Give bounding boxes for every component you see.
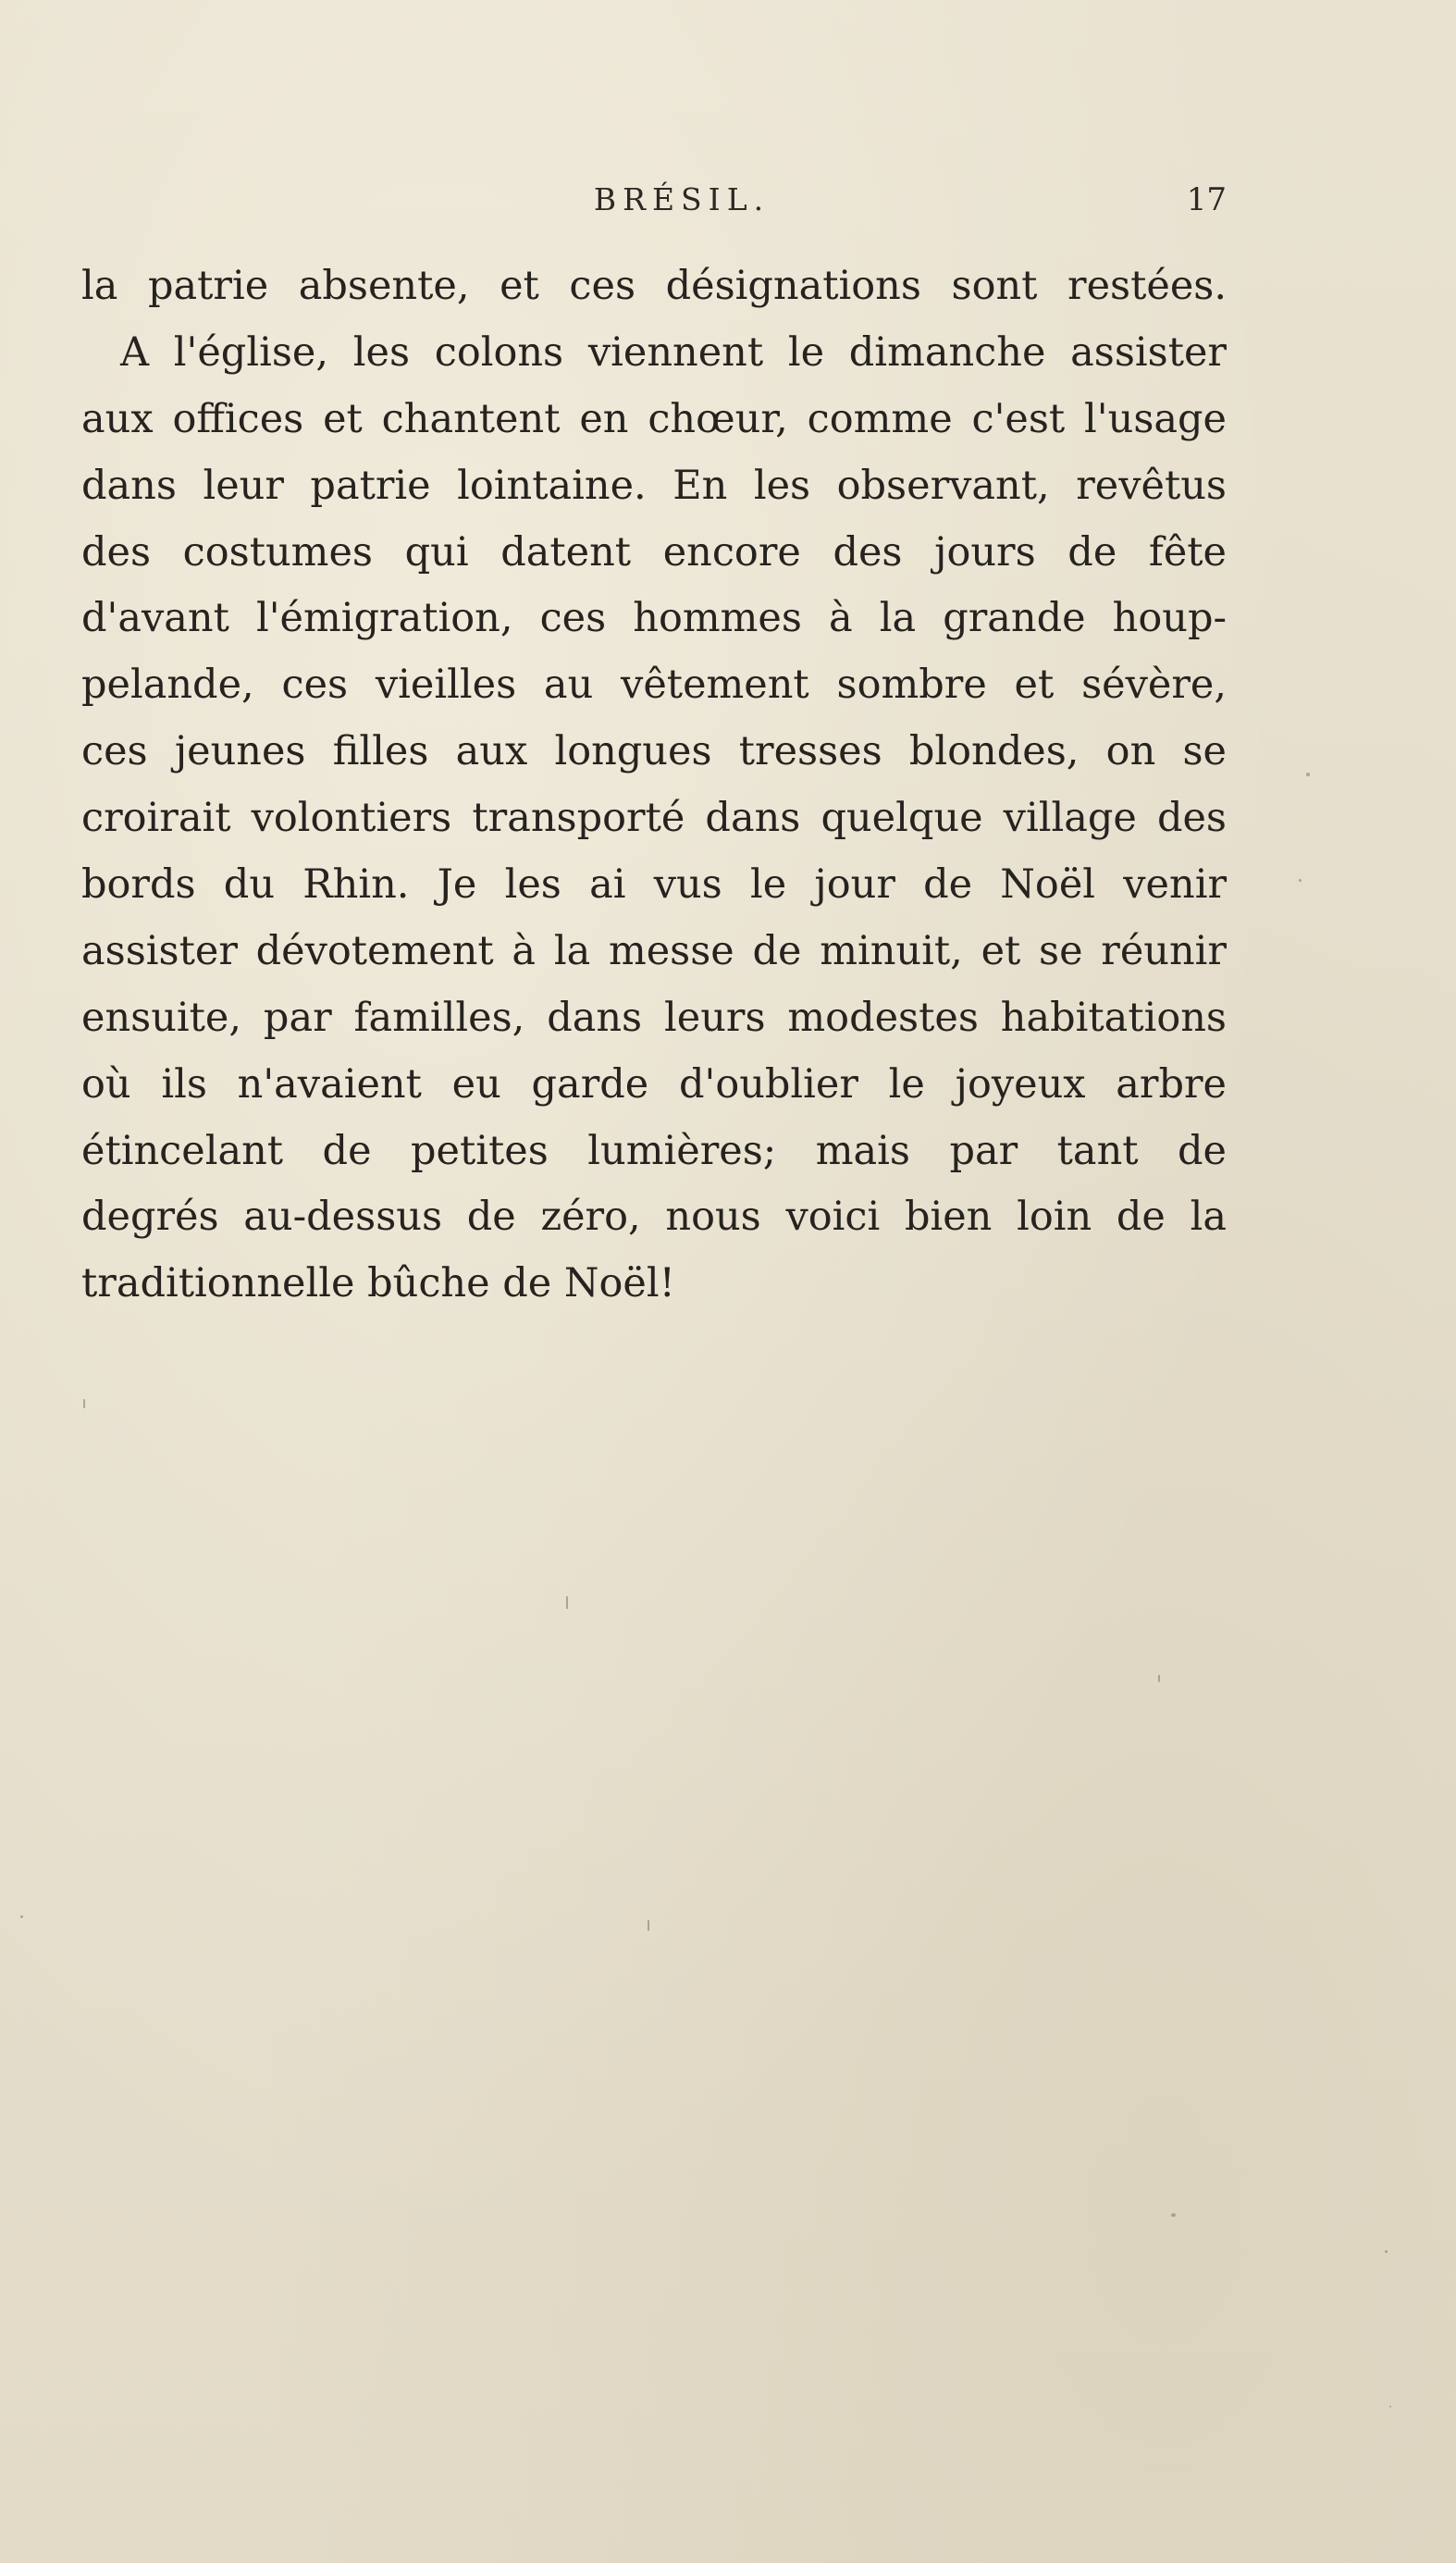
running-title: BRÉSIL. [593,181,771,217]
text-line: d'avant l'émigration, ces hommes à la grande houp- [81,595,1227,642]
paper-speck [1158,1675,1160,1682]
paper-speck [1385,2250,1388,2253]
text-line: assister dévotement à la messe de minuit, et se réunir [81,927,1227,974]
text-line: A l'église, les colons viennent le dimanche assister [120,328,1227,376]
text-line: des costumes qui datent encore des jours de fête [81,528,1227,576]
paper-speck [20,1915,23,1918]
paper-speck [83,1399,85,1408]
paper-speck [1299,879,1302,882]
text-line: traditionnelle bûche de Noël! [81,1260,675,1307]
text-line: ensuite, par familles, dans leurs modestes habitations [81,994,1227,1041]
paper-speck [648,1920,649,1931]
text-line: pelande, ces vieilles au vêtement sombre et sévère, [81,662,1227,709]
text-line: dans leur patrie lointaine. En les observant, revêtus [81,462,1227,509]
running-head [81,181,1227,228]
text-line: aux offices et chantent en chœur, comme c'est l'usage [81,395,1227,442]
text-line: bords du Rhin. Je les ai vus le jour de Noël venir [81,861,1227,909]
paper-speck [1306,773,1310,776]
text-line: étincelant de petites lumières; mais par tant de [81,1127,1227,1174]
paper-speck [1389,2406,1391,2408]
body-text [81,254,1227,1318]
text-line: où ils n'avaient eu garde d'oublier le joyeux arbre [81,1060,1227,1108]
paper-speck [566,1596,568,1609]
text-line: la patrie absente, et ces désignations sont restées. [81,263,1227,309]
text-line: croirait volontiers transporté dans quelque village des [81,795,1227,842]
text-line: ces jeunes filles aux longues tresses blondes, on se [81,728,1227,775]
page-number: 17 [1186,181,1227,218]
text-line: degrés au-dessus de zéro, nous voici bien loin de la [81,1194,1227,1241]
paper-speck [1171,2213,1176,2217]
